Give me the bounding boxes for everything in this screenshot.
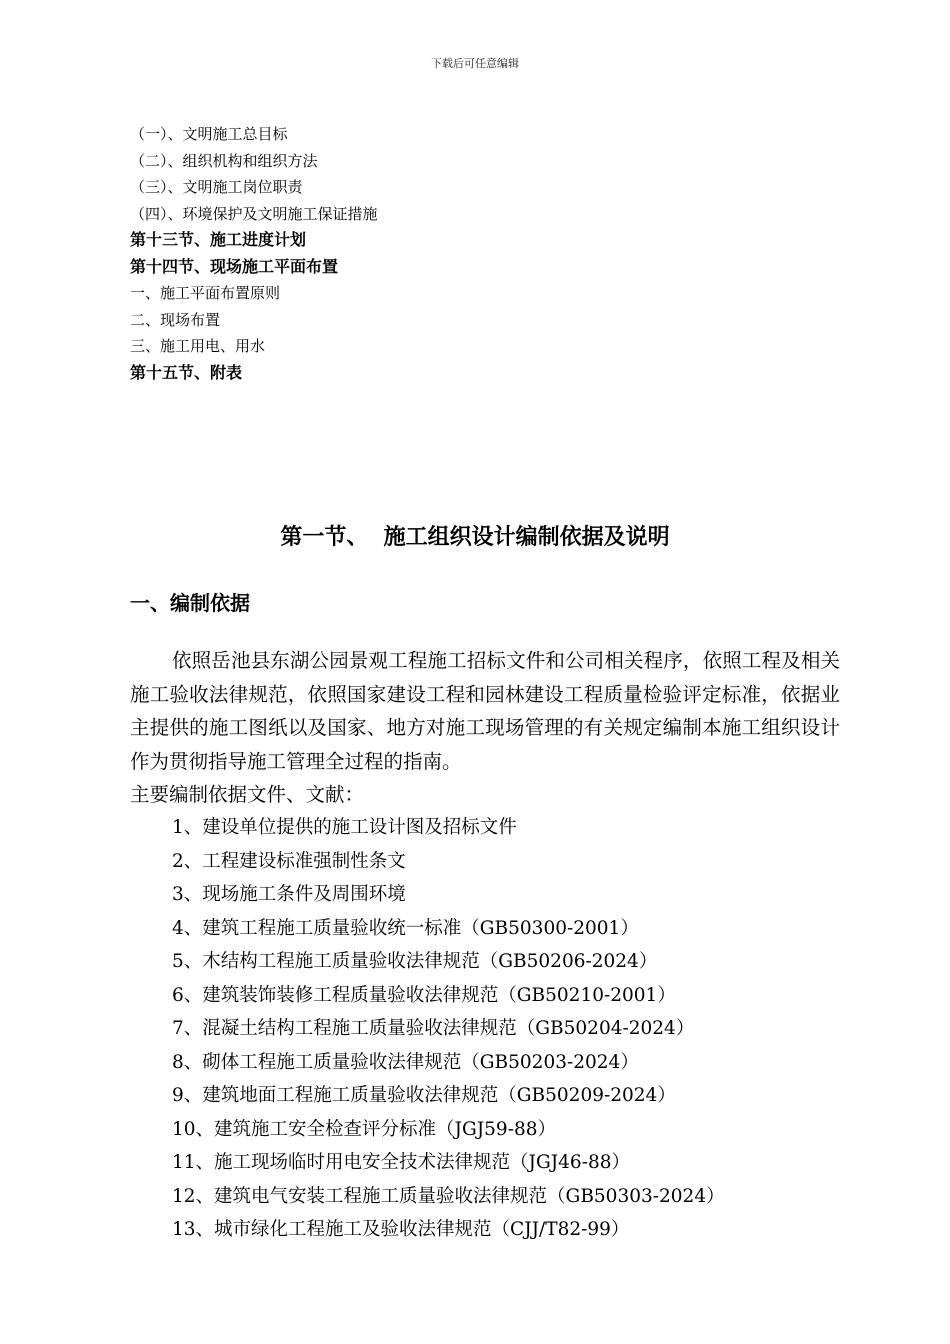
reference-item: 2、工程建设标准强制性条文 [172,850,406,872]
body-text [130,644,840,812]
reference-item: 6、建筑装饰装修工程质量验收法律规范（GB50210-2001） [172,984,676,1006]
toc-section-item: 第十四节、现场施工平面布置 [130,256,339,276]
reference-item: 3、现场施工条件及周围环境 [172,884,406,905]
toc-item: （四）、环境保护及文明施工保证措施 [130,204,378,223]
reference-item: 10、建筑施工安全检查评分标准（JGJ59-88） [172,1118,556,1140]
body-paragraph: 依照岳池县东湖公园景观工程施工招标文件和公司相关程序，依照工程及相关施工验收法律规范，依照国家建设工程和园林建设工程质量检验评定标准，依据业主提供的施工图纸以及国家、地方对施工现场管理的有关规定编制本施工组织设计作为贯彻指导施工管理全过程的指南。 [130,649,840,773]
toc-item: 二、现场布置 [130,310,221,329]
reference-item: 11、施工现场临时用电安全技术法律规范（JGJ46-88） [172,1152,630,1173]
toc-section-item: 第十三节、施工进度计划 [130,230,307,249]
toc-item: （一）、文明施工总目标 [130,125,288,143]
section-title: 第一节、 施工组织设计编制依据及说明 [280,525,670,550]
toc-item: 一、施工平面布置原则 [130,284,281,302]
reference-item: 9、建筑地面工程施工质量验收法律规范（GB50209-2024） [172,1085,676,1106]
references-lead: 主要编制依据文件、文献： [130,783,365,806]
toc-item: （二）、组织机构和组织方法 [130,151,318,170]
reference-item: 1、建设单位提供的施工设计图及招标文件 [172,817,517,838]
reference-item: 8、砌体工程施工质量验收法律规范（GB50203-2024） [172,1051,639,1073]
toc-item: （三）、文明施工岗位职责 [130,178,303,196]
reference-item: 4、建筑工程施工质量验收统一标准（GB50300-2001） [172,917,639,939]
page-header: 下载后可任意编辑 [431,57,519,70]
sub-heading: 一、编制依据 [130,591,250,615]
reference-item: 12、建筑电气安装工程施工质量验收法律规范（GB50303-2024） [172,1185,725,1207]
reference-list [172,811,872,1247]
toc-section-item: 第十五节、附表 [130,362,243,382]
reference-item: 13、城市绿化工程施工及验收法律规范（CJJ/T82-99） [172,1219,630,1240]
toc-item: 三、施工用电、用水 [130,337,266,355]
reference-item: 5、木结构工程施工质量验收法律规范（GB50206-2024） [172,951,658,972]
reference-item: 7、混凝土结构工程施工质量验收法律规范（GB50204-2024） [172,1018,695,1039]
table-of-contents [130,121,830,386]
